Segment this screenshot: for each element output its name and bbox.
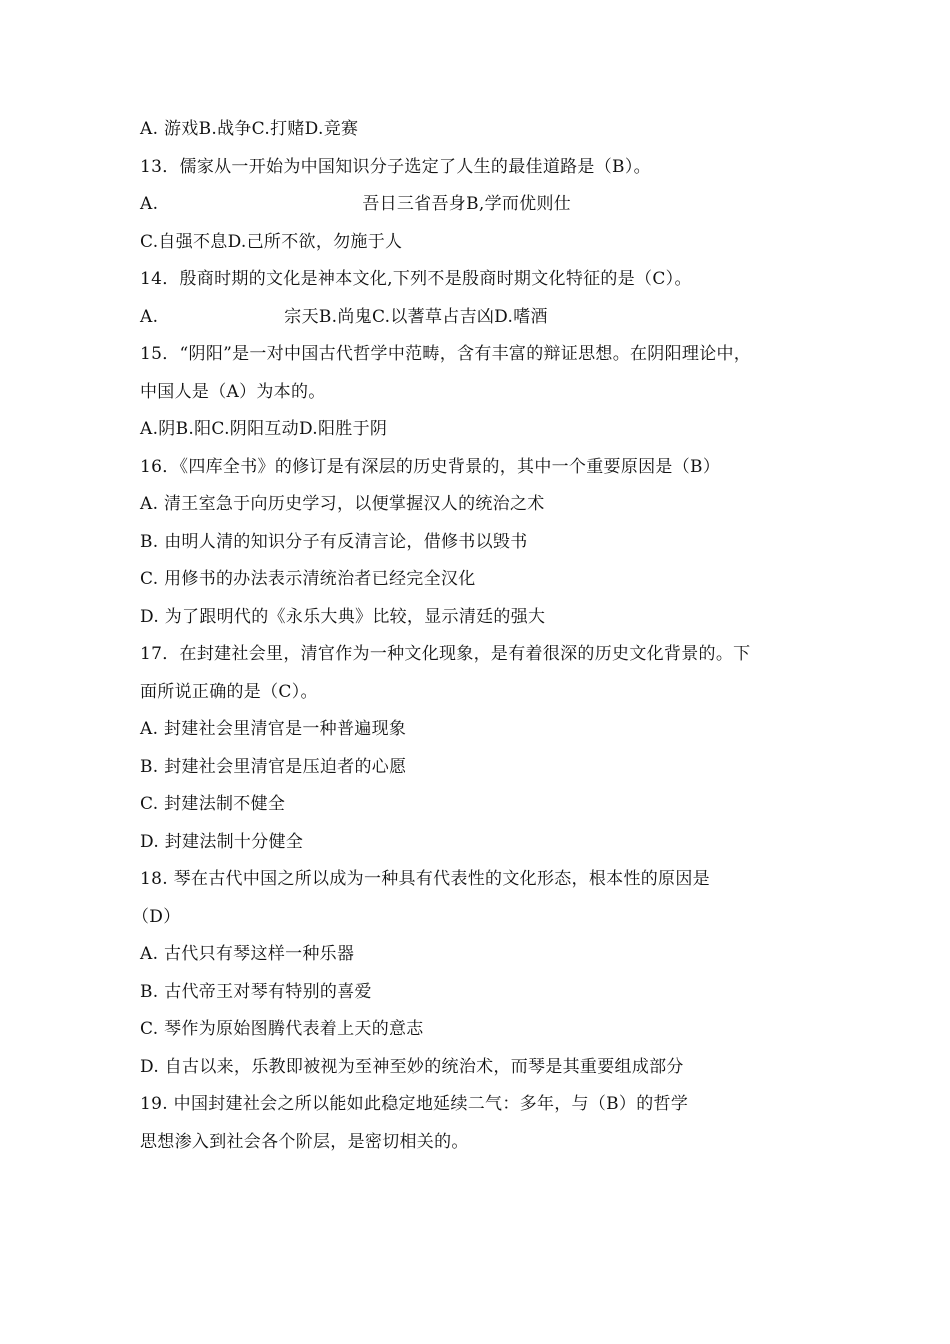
option-line-q12: A. 游戏B.战争C.打赌D.竞赛 xyxy=(140,119,359,139)
option-q18-a: A. 古代只有琴这样一种乐器 xyxy=(140,944,355,964)
question-19-line-2: 思想渗入到社会各个阶层，是密切相关的。 xyxy=(140,1132,469,1152)
question-17-line-1: 17．在封建社会里，清官作为一种文化现象，是有着很深的历史文化背景的。下 xyxy=(140,644,751,664)
option-q18-b: B. 古代帝王对琴有特别的喜爱 xyxy=(140,982,372,1002)
option-q17-b: B. 封建社会里清官是压迫者的心愿 xyxy=(140,757,407,777)
option-line-q13-cd: C.自强不息D.己所不欲，勿施于人 xyxy=(140,232,403,252)
question-14: 14．殷商时期的文化是神本文化,下列不是殷商时期文化特征的是（C）。 xyxy=(140,269,692,289)
option-q16-a: A. 清王室急于向历史学习，以便掌握汉人的统治之术 xyxy=(140,494,545,514)
option-q17-a: A. 封建社会里清官是一种普遍现象 xyxy=(140,719,407,739)
option-q18-d: D. 自古以来，乐教即被视为至神至妙的统治术，而琴是其重要组成部分 xyxy=(140,1057,684,1077)
option-q16-b: B. 由明人清的知识分子有反清言论，借修书以毁书 xyxy=(140,532,528,552)
question-16: 16．《四库全书》的修订是有深层的历史背景的，其中一个重要原因是（B） xyxy=(140,457,721,477)
question-17-line-2: 面所说正确的是（C）。 xyxy=(140,682,318,702)
question-19-line-1: 19. 中国封建社会之所以能如此稳定地延续二气：多年，与（B）的哲学 xyxy=(140,1094,689,1114)
question-15-line-2: 中国人是（A）为本的。 xyxy=(140,382,326,402)
option-line-q13-a xyxy=(140,193,840,215)
question-18-line-1: 18. 琴在古代中国之所以成为一种具有代表性的文化形态，根本性的原因是 xyxy=(140,869,710,889)
option-q16-c: C. 用修书的办法表示清统治者已经完全汉化 xyxy=(140,569,476,589)
option-q17-d: D. 封建法制十分健全 xyxy=(140,832,304,852)
question-15-line-1: 15．“阴阳”是一对中国古代哲学中范畴，含有丰富的辩证思想。在阴阳理论中， xyxy=(140,344,752,364)
option-text-q14: 宗天B.尚鬼C.以蓍草占吉凶D.嗜酒 xyxy=(284,307,548,327)
option-q18-c: C. 琴作为原始图腾代表着上天的意志 xyxy=(140,1019,424,1039)
option-text-q13-ab: 吾日三省吾身B,学而优则仕 xyxy=(362,194,572,214)
option-label-a: A. xyxy=(140,194,159,214)
option-q17-c: C. 封建法制不健全 xyxy=(140,794,286,814)
question-13: 13．儒家从一开始为中国知识分子选定了人生的最佳道路是（B）。 xyxy=(140,157,651,177)
option-label-a: A. xyxy=(140,307,159,327)
question-18-line-2: （D） xyxy=(132,907,181,927)
option-line-q14 xyxy=(140,306,840,328)
option-line-q15: A.阴B.阳C.阴阳互动D.阳胜于阴 xyxy=(140,419,388,439)
option-q16-d: D. 为了跟明代的《永乐大典》比较，显示清廷的强大 xyxy=(140,607,546,627)
